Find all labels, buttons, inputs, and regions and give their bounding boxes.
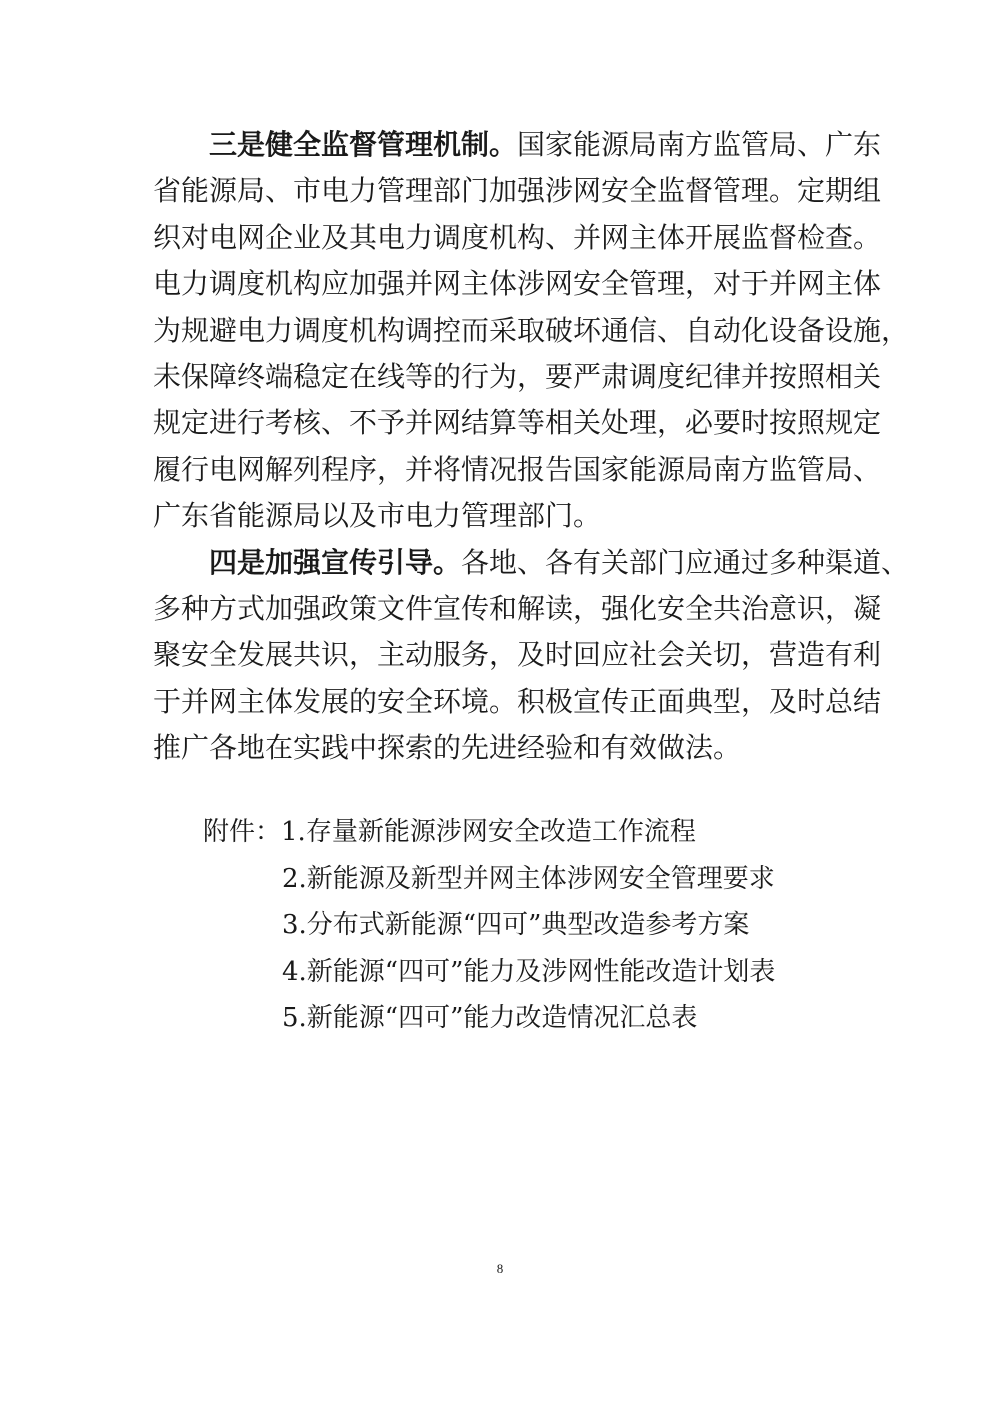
paragraph-line [153, 540, 910, 586]
attachment-list [153, 809, 863, 1041]
paragraph-line: 广东省能源局以及市电力管理部门。 [153, 499, 602, 533]
paragraph-text: 各地、各有关部门应通过多种渠道、 [461, 545, 910, 579]
attachment-item: 4.新能源“四可”能力及涉网性能改造计划表 [282, 956, 776, 987]
paragraph-line: 织对电网企业及其电力调度机构、并网主体开展监督检查。 [153, 220, 882, 254]
paragraph-line: 省能源局、市电力管理部门加强涉网安全监督管理。定期组 [153, 174, 882, 208]
paragraph-line: 聚安全发展共识，主动服务，及时回应社会关切，营造有利 [153, 638, 882, 672]
paragraph-line: 多种方式加强政策文件宣传和解读，强化安全共治意识，凝 [153, 591, 882, 625]
paragraph-line: 履行电网解列程序，并将情况报告国家能源局南方监管局、 [153, 452, 882, 486]
paragraph-supervision [153, 122, 910, 540]
attachment-item [153, 809, 863, 855]
paragraph-publicity [153, 540, 910, 772]
paragraph-line: 为规避电力调度机构调控而采取破坏通信、自动化设备设施， [153, 313, 910, 347]
attachment-title: 1.存量新能源涉网安全改造工作流程 [281, 817, 696, 848]
attachment-item: 3.分布式新能源“四可”典型改造参考方案 [282, 910, 750, 941]
paragraph-line: 于并网主体发展的安全环境。积极宣传正面典型，及时总结 [153, 684, 882, 718]
paragraph-text: 国家能源局南方监管局、广东 [517, 128, 882, 161]
paragraph-line: 推广各地在实践中探索的先进经验和有效做法。 [153, 731, 742, 765]
paragraph-line: 未保障终端稳定在线等的行为，要严肃调度纪律并按照相关 [153, 359, 882, 393]
attachment-item: 5.新能源“四可”能力改造情况汇总表 [282, 1003, 698, 1034]
document-body [153, 122, 910, 1041]
paragraph-line: 电力调度机构应加强并网主体涉网安全管理，对于并网主体 [153, 267, 882, 301]
spacer [153, 771, 863, 809]
page-number: 8 [496, 1261, 504, 1276]
paragraph-lead-heading: 四是加强宣传引导。 [209, 545, 462, 579]
paragraph-line: 规定进行考核、不予并网结算等相关处理，必要时按照规定 [153, 406, 882, 440]
paragraph-lead-heading: 三是健全监督管理机制。 [209, 128, 518, 161]
attachment-item: 2.新能源及新型并网主体涉网安全管理要求 [282, 863, 775, 894]
attachment-label: 附件： [203, 817, 282, 848]
paragraph-line [153, 122, 882, 168]
